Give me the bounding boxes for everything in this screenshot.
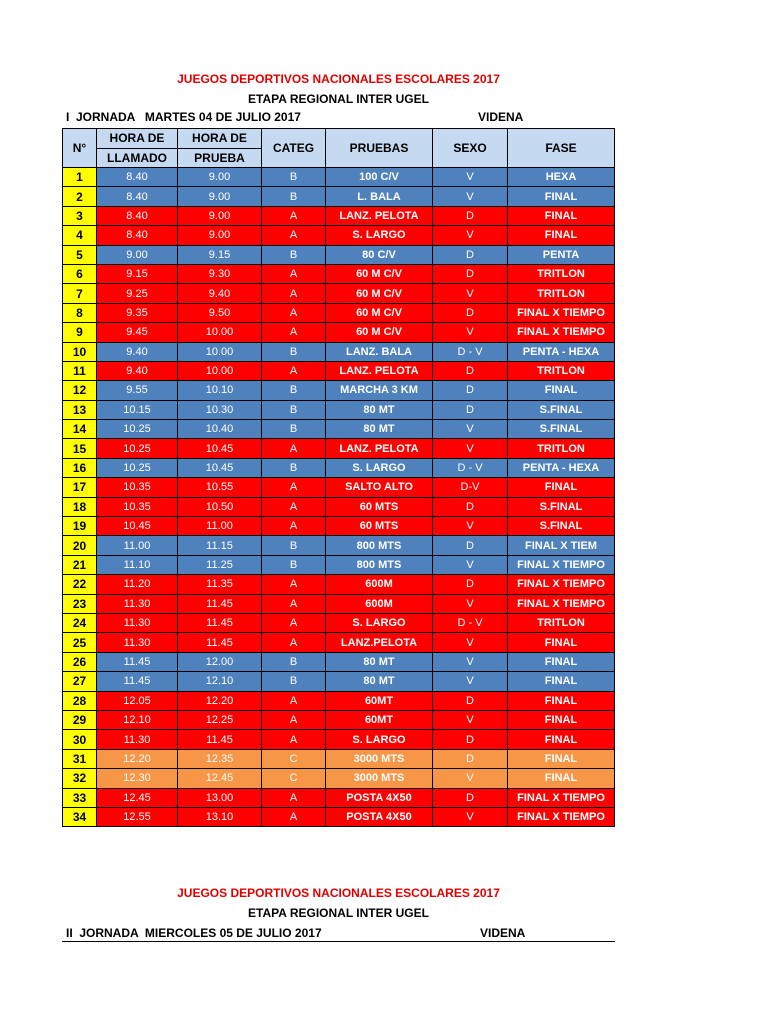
row-num-cell: 3 — [63, 206, 97, 225]
row-num-cell: 24 — [63, 613, 97, 632]
sexo-cell: D — [433, 536, 508, 555]
hora-llamado-cell: 9.40 — [97, 361, 178, 380]
hora-llamado-cell: 11.00 — [97, 536, 178, 555]
hora-llamado-cell: 10.35 — [97, 478, 178, 497]
categ-cell: A — [262, 439, 326, 458]
hora-prueba-cell: 11.25 — [178, 555, 262, 574]
categ-cell: B — [262, 400, 326, 419]
fase-cell: S.FINAL — [508, 517, 615, 536]
fase-cell: PENTA — [508, 245, 615, 264]
pruebas-cell: 800 MTS — [326, 536, 433, 555]
hora-prueba-cell: 12.25 — [178, 710, 262, 729]
pruebas-cell: 60 MTS — [326, 517, 433, 536]
sexo-cell: V — [433, 652, 508, 671]
fase-cell: FINAL — [508, 730, 615, 749]
table-row — [63, 303, 615, 322]
row-num-cell: 2 — [63, 187, 97, 206]
hora-llamado-cell: 12.05 — [97, 691, 178, 710]
sexo-cell: D — [433, 303, 508, 322]
table-row — [63, 168, 615, 187]
pruebas-cell: LANZ. PELOTA — [326, 361, 433, 380]
categ-cell: A — [262, 323, 326, 342]
event-title-2: JUEGOS DEPORTIVOS NACIONALES ESCOLARES 2017 — [177, 886, 500, 900]
hora-llamado-cell: 11.45 — [97, 672, 178, 691]
row-num-cell: 14 — [63, 420, 97, 439]
fase-cell: FINAL X TIEMPO — [508, 594, 615, 613]
sexo-cell: D — [433, 788, 508, 807]
hora-llamado-cell: 9.35 — [97, 303, 178, 322]
pruebas-cell: 80 MT — [326, 420, 433, 439]
hora-prueba-cell: 10.45 — [178, 439, 262, 458]
hora-llamado-cell: 11.45 — [97, 652, 178, 671]
hora-llamado-cell: 12.30 — [97, 769, 178, 788]
hora-prueba-cell: 13.00 — [178, 788, 262, 807]
hora-prueba-cell: 9.50 — [178, 303, 262, 322]
row-num-cell: 28 — [63, 691, 97, 710]
header-hora-prueba-top: HORA DE — [178, 129, 262, 149]
categ-cell: B — [262, 187, 326, 206]
categ-cell: A — [262, 517, 326, 536]
row-num-cell: 31 — [63, 749, 97, 768]
hora-llamado-cell: 11.30 — [97, 594, 178, 613]
row-num-cell: 26 — [63, 652, 97, 671]
fase-cell: S.FINAL — [508, 400, 615, 419]
hora-prueba-cell: 11.35 — [178, 575, 262, 594]
jornada-label: I JORNADA MARTES 04 DE JULIO 2017 — [66, 110, 301, 124]
hora-llamado-cell: 8.40 — [97, 168, 178, 187]
row-num-cell: 5 — [63, 245, 97, 264]
categ-cell: A — [262, 633, 326, 652]
header-categ: CATEG — [262, 129, 326, 168]
categ-cell: A — [262, 478, 326, 497]
fase-cell: FINAL X TIEMPO — [508, 555, 615, 574]
hora-prueba-cell: 9.00 — [178, 206, 262, 225]
table-row — [63, 245, 615, 264]
hora-llamado-cell: 10.35 — [97, 497, 178, 516]
sexo-cell: D - V — [433, 613, 508, 632]
fase-cell: FINAL — [508, 749, 615, 768]
hora-prueba-cell: 13.10 — [178, 807, 262, 826]
row-num-cell: 30 — [63, 730, 97, 749]
row-num-cell: 19 — [63, 517, 97, 536]
sexo-cell: V — [433, 187, 508, 206]
jornada-label-2: II JORNADA MIERCOLES 05 DE JULIO 2017 — [66, 926, 322, 940]
table-row — [63, 342, 615, 361]
sexo-cell: D - V — [433, 342, 508, 361]
table-row — [63, 807, 615, 826]
fase-cell: FINAL — [508, 187, 615, 206]
sexo-cell: V — [433, 807, 508, 826]
pruebas-cell: LANZ. PELOTA — [326, 439, 433, 458]
fase-cell: FINAL — [508, 478, 615, 497]
sexo-cell: V — [433, 517, 508, 536]
hora-llamado-cell: 12.20 — [97, 749, 178, 768]
row-num-cell: 34 — [63, 807, 97, 826]
categ-cell: C — [262, 769, 326, 788]
categ-cell: A — [262, 710, 326, 729]
table-row — [63, 691, 615, 710]
hora-prueba-cell: 10.55 — [178, 478, 262, 497]
hora-llamado-cell: 10.45 — [97, 517, 178, 536]
fase-cell: TRITLON — [508, 439, 615, 458]
hora-llamado-cell: 9.55 — [97, 381, 178, 400]
row-num-cell: 15 — [63, 439, 97, 458]
hora-llamado-cell: 12.10 — [97, 710, 178, 729]
sexo-cell: V — [433, 323, 508, 342]
categ-cell: C — [262, 749, 326, 768]
row-num-cell: 25 — [63, 633, 97, 652]
event-subtitle-2: ETAPA REGIONAL INTER UGEL — [248, 906, 429, 920]
fase-cell: FINAL — [508, 633, 615, 652]
categ-cell: B — [262, 555, 326, 574]
table-row — [63, 323, 615, 342]
categ-cell: A — [262, 575, 326, 594]
pruebas-cell: 3000 MTS — [326, 769, 433, 788]
hora-prueba-cell: 12.10 — [178, 672, 262, 691]
table-row — [63, 652, 615, 671]
sexo-cell: D — [433, 575, 508, 594]
sexo-cell: V — [433, 555, 508, 574]
row-num-cell: 33 — [63, 788, 97, 807]
hora-llamado-cell: 10.25 — [97, 420, 178, 439]
hora-llamado-cell: 9.45 — [97, 323, 178, 342]
fase-cell: FINAL X TIEMPO — [508, 303, 615, 322]
hora-llamado-cell: 10.25 — [97, 458, 178, 477]
row-num-cell: 13 — [63, 400, 97, 419]
sexo-cell: V — [433, 594, 508, 613]
categ-cell: B — [262, 420, 326, 439]
fase-cell: FINAL — [508, 710, 615, 729]
row-num-cell: 6 — [63, 264, 97, 283]
categ-cell: A — [262, 284, 326, 303]
pruebas-cell: S. LARGO — [326, 226, 433, 245]
pruebas-cell: 60 M C/V — [326, 264, 433, 283]
hora-prueba-cell: 9.40 — [178, 284, 262, 303]
hora-llamado-cell: 9.40 — [97, 342, 178, 361]
hora-prueba-cell: 12.20 — [178, 691, 262, 710]
fase-cell: FINAL — [508, 206, 615, 225]
row-num-cell: 16 — [63, 458, 97, 477]
categ-cell: B — [262, 458, 326, 477]
hora-prueba-cell: 10.00 — [178, 323, 262, 342]
hora-prueba-cell: 9.15 — [178, 245, 262, 264]
categ-cell: B — [262, 168, 326, 187]
fase-cell: FINAL X TIEMPO — [508, 575, 615, 594]
fase-cell: FINAL — [508, 652, 615, 671]
venue-label-2: VIDENA — [480, 926, 526, 940]
table-row — [63, 555, 615, 574]
fase-cell: FINAL — [508, 672, 615, 691]
sexo-cell: V — [433, 672, 508, 691]
table-row — [63, 594, 615, 613]
row-num-cell: 29 — [63, 710, 97, 729]
table-row — [63, 284, 615, 303]
row-num-cell: 20 — [63, 536, 97, 555]
hora-prueba-cell: 10.45 — [178, 458, 262, 477]
row-num-cell: 9 — [63, 323, 97, 342]
hora-prueba-cell: 11.45 — [178, 633, 262, 652]
fase-cell: TRITLON — [508, 613, 615, 632]
pruebas-cell: 60MT — [326, 691, 433, 710]
categ-cell: B — [262, 342, 326, 361]
sexo-cell: V — [433, 226, 508, 245]
hora-prueba-cell: 10.00 — [178, 361, 262, 380]
pruebas-cell: 80 MT — [326, 672, 433, 691]
table-row — [63, 710, 615, 729]
row-num-cell: 18 — [63, 497, 97, 516]
hora-llamado-cell: 9.15 — [97, 264, 178, 283]
pruebas-cell: L. BALA — [326, 187, 433, 206]
hora-prueba-cell: 11.45 — [178, 613, 262, 632]
header-hora-llamado-bottom: LLAMADO — [97, 148, 178, 168]
fase-cell: HEXA — [508, 168, 615, 187]
categ-cell: A — [262, 730, 326, 749]
hora-prueba-cell: 9.00 — [178, 168, 262, 187]
sexo-cell: V — [433, 420, 508, 439]
row-num-cell: 22 — [63, 575, 97, 594]
fase-cell: TRITLON — [508, 361, 615, 380]
table-row — [63, 264, 615, 283]
sexo-cell: D — [433, 245, 508, 264]
categ-cell: A — [262, 497, 326, 516]
pruebas-cell: 80 C/V — [326, 245, 433, 264]
fase-cell: S.FINAL — [508, 497, 615, 516]
table-row — [63, 672, 615, 691]
categ-cell: A — [262, 361, 326, 380]
row-num-cell: 8 — [63, 303, 97, 322]
hora-prueba-cell: 11.45 — [178, 730, 262, 749]
table-row — [63, 575, 615, 594]
table-row — [63, 497, 615, 516]
table-row — [63, 226, 615, 245]
row-num-cell: 10 — [63, 342, 97, 361]
pruebas-cell: 60 M C/V — [326, 323, 433, 342]
categ-cell: A — [262, 613, 326, 632]
hora-prueba-cell: 11.45 — [178, 594, 262, 613]
hora-llamado-cell: 8.40 — [97, 226, 178, 245]
categ-cell: A — [262, 226, 326, 245]
hora-prueba-cell: 10.10 — [178, 381, 262, 400]
header-num: N° — [63, 129, 97, 168]
hora-llamado-cell: 12.55 — [97, 807, 178, 826]
hora-prueba-cell: 9.00 — [178, 226, 262, 245]
table-row — [63, 730, 615, 749]
fase-cell: FINAL X TIEMPO — [508, 807, 615, 826]
header-hora-prueba-bottom: PRUEBA — [178, 148, 262, 168]
table-row — [63, 420, 615, 439]
categ-cell: A — [262, 807, 326, 826]
sexo-cell: D - V — [433, 458, 508, 477]
sexo-cell: V — [433, 769, 508, 788]
pruebas-cell: 3000 MTS — [326, 749, 433, 768]
hora-llamado-cell: 11.20 — [97, 575, 178, 594]
hora-llamado-cell: 10.15 — [97, 400, 178, 419]
pruebas-cell: LANZ.PELOTA — [326, 633, 433, 652]
table-row — [63, 400, 615, 419]
hora-llamado-cell: 10.25 — [97, 439, 178, 458]
table-row — [63, 749, 615, 768]
hora-prueba-cell: 11.00 — [178, 517, 262, 536]
row-num-cell: 21 — [63, 555, 97, 574]
fase-cell: FINAL X TIEM — [508, 536, 615, 555]
row-num-cell: 4 — [63, 226, 97, 245]
categ-cell: A — [262, 303, 326, 322]
hora-prueba-cell: 10.30 — [178, 400, 262, 419]
hora-prueba-cell: 12.45 — [178, 769, 262, 788]
fase-cell: FINAL — [508, 381, 615, 400]
table-row — [63, 187, 615, 206]
fase-cell: PENTA - HEXA — [508, 458, 615, 477]
hora-prueba-cell: 12.35 — [178, 749, 262, 768]
categ-cell: A — [262, 788, 326, 807]
header-rule-2 — [62, 941, 615, 942]
categ-cell: A — [262, 206, 326, 225]
hora-prueba-cell: 10.50 — [178, 497, 262, 516]
hora-llamado-cell: 11.30 — [97, 613, 178, 632]
categ-cell: B — [262, 672, 326, 691]
sexo-cell: D — [433, 691, 508, 710]
hora-llamado-cell: 11.10 — [97, 555, 178, 574]
hora-llamado-cell: 11.30 — [97, 633, 178, 652]
event-subtitle: ETAPA REGIONAL INTER UGEL — [248, 92, 429, 106]
fase-cell: FINAL — [508, 691, 615, 710]
hora-llamado-cell: 9.00 — [97, 245, 178, 264]
sexo-cell: V — [433, 284, 508, 303]
row-num-cell: 11 — [63, 361, 97, 380]
table-row — [63, 517, 615, 536]
sexo-cell: D — [433, 264, 508, 283]
categ-cell: A — [262, 264, 326, 283]
fase-cell: S.FINAL — [508, 420, 615, 439]
schedule-rows — [63, 168, 615, 827]
row-num-cell: 27 — [63, 672, 97, 691]
event-title: JUEGOS DEPORTIVOS NACIONALES ESCOLARES 2017 — [177, 72, 500, 86]
hora-prueba-cell: 10.40 — [178, 420, 262, 439]
fase-cell: TRITLON — [508, 284, 615, 303]
pruebas-cell: 60MT — [326, 710, 433, 729]
fase-cell: FINAL — [508, 226, 615, 245]
pruebas-cell: 60 M C/V — [326, 303, 433, 322]
table-row — [63, 613, 615, 632]
pruebas-cell: POSTA 4X50 — [326, 788, 433, 807]
pruebas-cell: 80 MT — [326, 652, 433, 671]
header-fase: FASE — [508, 129, 615, 168]
table-row — [63, 788, 615, 807]
table-row — [63, 458, 615, 477]
row-num-cell: 1 — [63, 168, 97, 187]
hora-llamado-cell: 8.40 — [97, 187, 178, 206]
fase-cell: TRITLON — [508, 264, 615, 283]
sexo-cell: D — [433, 381, 508, 400]
table-row — [63, 536, 615, 555]
sexo-cell: D — [433, 749, 508, 768]
hora-prueba-cell: 9.00 — [178, 187, 262, 206]
sexo-cell: V — [433, 439, 508, 458]
hora-llamado-cell: 8.40 — [97, 206, 178, 225]
fase-cell: FINAL X TIEMPO — [508, 323, 615, 342]
pruebas-cell: MARCHA 3 KM — [326, 381, 433, 400]
table-row — [63, 633, 615, 652]
row-num-cell: 32 — [63, 769, 97, 788]
sexo-cell: D — [433, 400, 508, 419]
venue-label: VIDENA — [478, 110, 524, 124]
categ-cell: B — [262, 381, 326, 400]
header-hora-llamado-top: HORA DE — [97, 129, 178, 149]
sexo-cell: D-V — [433, 478, 508, 497]
hora-prueba-cell: 12.00 — [178, 652, 262, 671]
pruebas-cell: 60 M C/V — [326, 284, 433, 303]
schedule-table — [62, 128, 615, 827]
fase-cell: FINAL — [508, 769, 615, 788]
pruebas-cell: 100 C/V — [326, 168, 433, 187]
table-row — [63, 769, 615, 788]
sexo-cell: D — [433, 206, 508, 225]
sexo-cell: D — [433, 730, 508, 749]
sexo-cell: V — [433, 710, 508, 729]
hora-prueba-cell: 10.00 — [178, 342, 262, 361]
categ-cell: B — [262, 245, 326, 264]
hora-llamado-cell: 9.25 — [97, 284, 178, 303]
sexo-cell: V — [433, 168, 508, 187]
categ-cell: B — [262, 536, 326, 555]
hora-prueba-cell: 11.15 — [178, 536, 262, 555]
table-row — [63, 439, 615, 458]
pruebas-cell: 600M — [326, 575, 433, 594]
pruebas-cell: 800 MTS — [326, 555, 433, 574]
pruebas-cell: 80 MT — [326, 400, 433, 419]
hora-llamado-cell: 12.45 — [97, 788, 178, 807]
pruebas-cell: LANZ. PELOTA — [326, 206, 433, 225]
sexo-cell: D — [433, 361, 508, 380]
pruebas-cell: S. LARGO — [326, 730, 433, 749]
row-num-cell: 7 — [63, 284, 97, 303]
pruebas-cell: S. LARGO — [326, 458, 433, 477]
hora-prueba-cell: 9.30 — [178, 264, 262, 283]
sexo-cell: V — [433, 633, 508, 652]
categ-cell: A — [262, 691, 326, 710]
categ-cell: A — [262, 594, 326, 613]
fase-cell: PENTA - HEXA — [508, 342, 615, 361]
table-row — [63, 361, 615, 380]
header-pruebas: PRUEBAS — [326, 129, 433, 168]
table-row — [63, 381, 615, 400]
categ-cell: B — [262, 652, 326, 671]
row-num-cell: 12 — [63, 381, 97, 400]
pruebas-cell: S. LARGO — [326, 613, 433, 632]
pruebas-cell: POSTA 4X50 — [326, 807, 433, 826]
row-num-cell: 23 — [63, 594, 97, 613]
hora-llamado-cell: 11.30 — [97, 730, 178, 749]
fase-cell: FINAL X TIEMPO — [508, 788, 615, 807]
pruebas-cell: 600M — [326, 594, 433, 613]
table-row — [63, 478, 615, 497]
row-num-cell: 17 — [63, 478, 97, 497]
pruebas-cell: LANZ. BALA — [326, 342, 433, 361]
sexo-cell: D — [433, 497, 508, 516]
pruebas-cell: SALTO ALTO — [326, 478, 433, 497]
header-sexo: SEXO — [433, 129, 508, 168]
pruebas-cell: 60 MTS — [326, 497, 433, 516]
table-row — [63, 206, 615, 225]
